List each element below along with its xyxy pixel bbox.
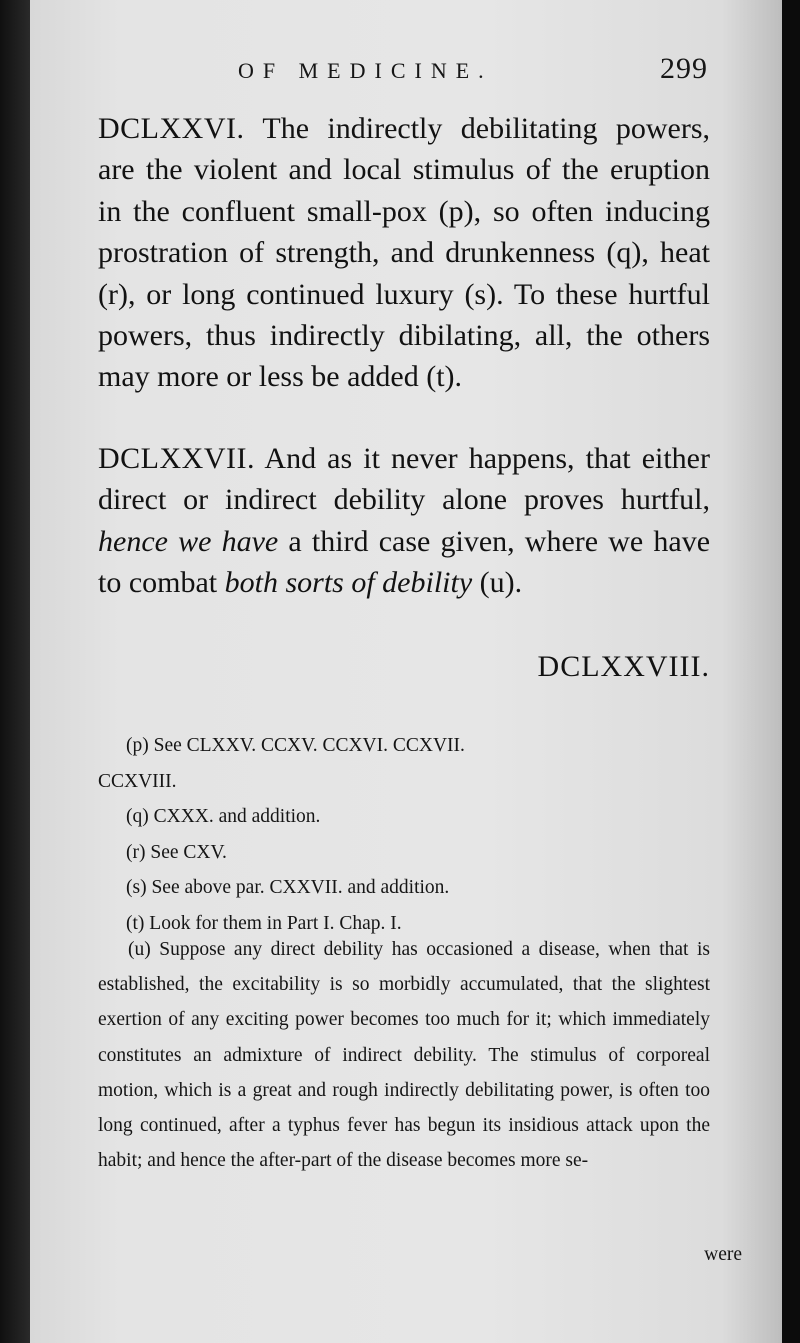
- paragraph-number: DCLXXVII.: [98, 442, 255, 475]
- paragraph-dclxxvi: [98, 108, 710, 398]
- footnote-t: (t) Look for them in Part I. Chap. I.: [126, 912, 402, 934]
- page-number: 299: [660, 52, 708, 85]
- footnote-ref: (u).: [479, 566, 523, 600]
- italic-phrase: hence we have: [98, 524, 279, 558]
- footnote-s: (s) See above par. CXXVII. and addition.: [126, 877, 450, 899]
- next-paragraph-heading: DCLXXVIII.: [537, 650, 710, 683]
- footnote-u: (u) Suppose any direct debility has occasioned a disease, when that is established, the excitability is so morbidly accumulated, that the slightest exertion of any exciting power becomes too much for it; which immediately constitutes an admixture of indirect debility. The stimulus of corporeal motion, which is a great and rough indirectly debilitating power, is often too long continued, after a typhus fever has begun its insidious attack upon the habit; and hence the after-part of the disease becomes more se-: [98, 939, 710, 1172]
- running-head-title: OF MEDICINE.: [238, 58, 493, 83]
- book-gutter-shadow: [0, 0, 30, 1343]
- footnote-p-cont: CCXVIII.: [98, 770, 177, 792]
- paragraph-text: a third case given, where we have to combat: [98, 524, 711, 600]
- footnote-r: (r) See CXV.: [126, 841, 227, 863]
- footnote-q: (q) CXXX. and addition.: [126, 806, 321, 828]
- paragraph-text: The indirectly debilitating powers, are the violent and local stimulus of the eruption in the confluent small-pox (p), so often inducing prostration of strength, and drunkenness (q), heat (r), or long continued luxury (s). To these hurtful powers, thus indirectly dibilating, all, the others may more or less be added (t).: [98, 112, 710, 394]
- catchword: were: [704, 1244, 742, 1265]
- footnote-p: (p) See CLXXV. CCXV. CCXVI. CCXVII.: [126, 735, 465, 756]
- page-edge-shadow: [782, 0, 800, 1343]
- paragraph-text: And as it never happens, that either direct or indirect debility alone proves hurtful,: [98, 442, 710, 517]
- paragraph-number: DCLXXVI.: [98, 112, 245, 145]
- paragraph-dclxxvii: [98, 438, 710, 604]
- italic-phrase: both sorts of debility: [224, 566, 473, 600]
- running-head: [238, 52, 708, 85]
- footnotes: [98, 728, 710, 942]
